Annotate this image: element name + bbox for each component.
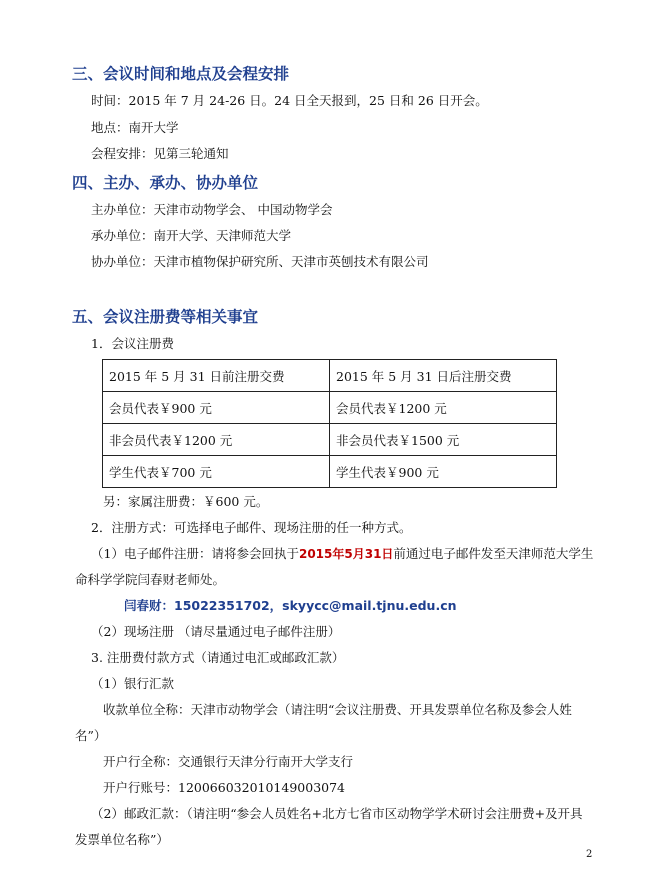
- meeting-time: 时间：2015 年 7 月 24-26 日。24 日全天报到，25 日和 26 日开会。: [91, 93, 488, 108]
- email-registration-paragraph: [75, 541, 595, 593]
- onsite-registration: （2）现场注册 （请尽量通过电子邮件注册）: [91, 624, 341, 639]
- meeting-schedule: 会程安排：见第三轮通知: [91, 146, 229, 161]
- table-cell: 学生代表￥900 元: [330, 456, 557, 488]
- email-registration-prefix: （1）电子邮件注册：请将参会回执于: [91, 546, 299, 561]
- table-row: [103, 360, 557, 392]
- item-payment-method: 3. 注册费付款方式（请通过电汇或邮政汇款）: [91, 650, 345, 665]
- table-row: [103, 392, 557, 424]
- bank-transfer-title: （1）银行汇款: [91, 676, 174, 691]
- table-header-cell: 2015 年 5 月 31 日后注册交费: [330, 360, 557, 392]
- account-number: 开户行账号：120066032010149003074: [103, 780, 346, 795]
- email-registration-suffix: 前通过电子邮件发至天津师范大学生命科学学院闫春财老师处。: [75, 546, 594, 587]
- section5-heading: 五、会议注册费等相关事宜: [72, 308, 259, 326]
- meeting-place: 地点：南开大学: [91, 120, 179, 135]
- page-number: 2: [586, 849, 593, 860]
- table-cell: 非会员代表￥1500 元: [330, 424, 557, 456]
- item-registration-method: 2．注册方式：可选择电子邮件、现场注册的任一种方式。: [91, 520, 412, 535]
- organizer-units: 承办单位：南开大学、天津师范大学: [91, 228, 292, 243]
- family-fee: 另：家属注册费：￥600 元。: [103, 494, 269, 509]
- contact-info: 闫春财：15022351702，skyycc@mail.tjnu.edu.cn: [124, 598, 457, 613]
- section4-heading: 四、主办、承办、协办单位: [72, 174, 259, 192]
- co-organizer-units: 协办单位：天津市植物保护研究所、天津市英刨技术有限公司: [91, 254, 429, 269]
- table-row: [103, 424, 557, 456]
- table-cell: 会员代表￥900 元: [103, 392, 330, 424]
- email-deadline: 2015年5月31日: [298, 547, 394, 561]
- section3-heading: 三、会议时间和地点及会程安排: [72, 65, 290, 83]
- table-row: [103, 456, 557, 488]
- table-cell: 学生代表￥700 元: [103, 456, 330, 488]
- postal-remittance: （2）邮政汇款：（请注明“参会人员姓名+北方七省市区动物学学术研讨会注册费+及开具发票单位名称”）: [75, 806, 583, 847]
- table-cell: 会员代表￥1200 元: [330, 392, 557, 424]
- host-units: 主办单位：天津市动物学会、 中国动物学会: [91, 202, 333, 217]
- table-header-cell: 2015 年 5 月 31 日前注册交费: [103, 360, 330, 392]
- payee-info: 收款单位全称：天津市动物学会（请注明“会议注册费、开具发票单位名称及参会人姓名”）: [75, 702, 572, 743]
- fee-table: [102, 359, 557, 488]
- table-cell: 非会员代表￥1200 元: [103, 424, 330, 456]
- item-registration-fee: 1．会议注册费: [91, 336, 174, 351]
- bank-name: 开户行全称：交通银行天津分行南开大学支行: [103, 754, 354, 769]
